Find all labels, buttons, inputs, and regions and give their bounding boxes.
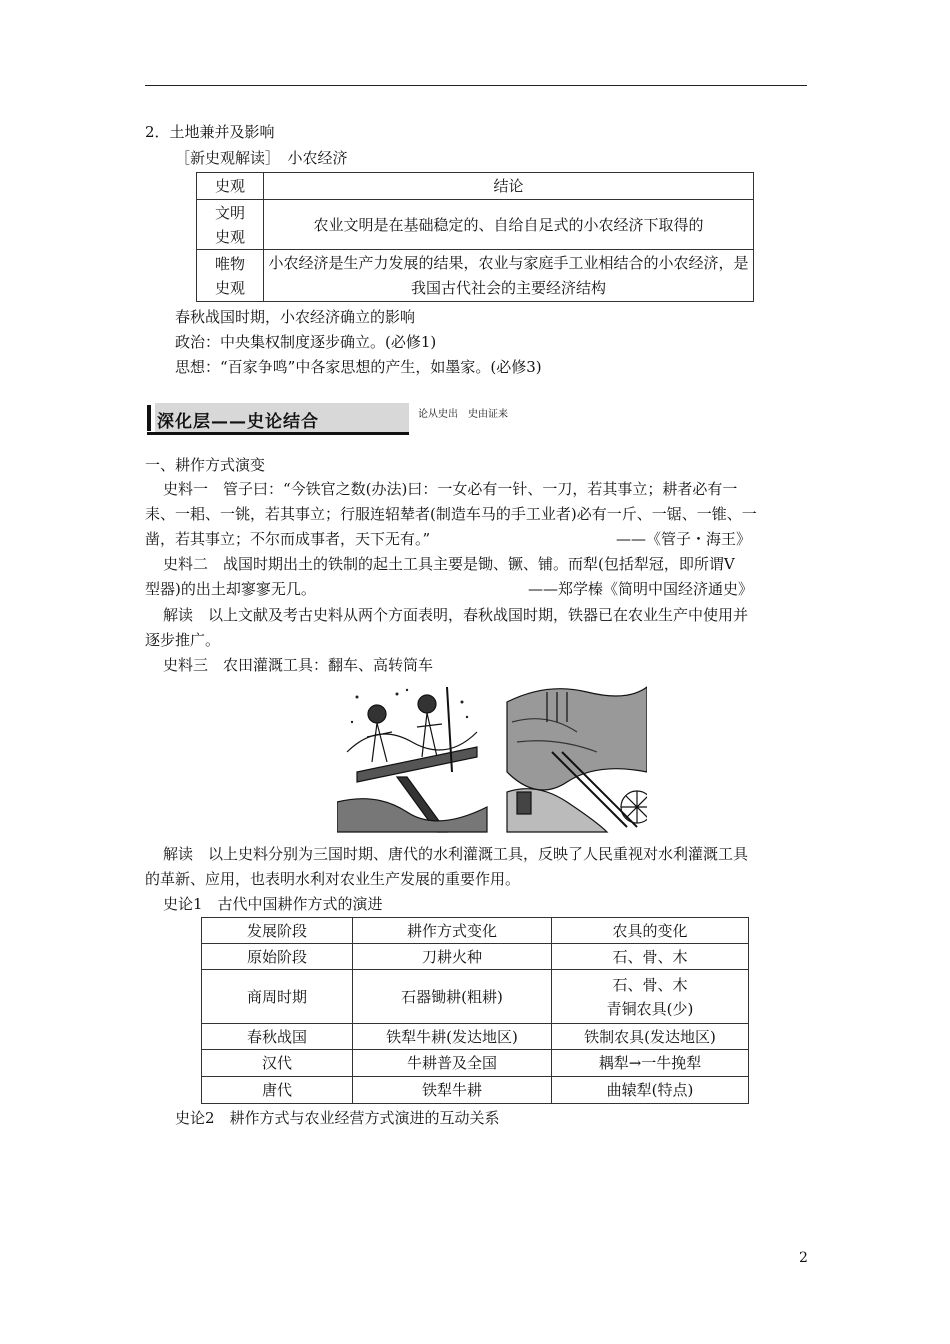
new-view-label: ［新史观解读］ 小农经济 — [175, 149, 348, 167]
table-header: 耕作方式变化 — [353, 918, 552, 944]
section-banner — [147, 401, 409, 433]
table-cell: 文明 史观 — [197, 200, 264, 250]
material-three: 史料三 农田灌溉工具：翻车、高转筒车 — [163, 656, 434, 674]
table-cell: 石器锄耕(粗耕) — [353, 970, 552, 1024]
impact-intro: 春秋战国时期，小农经济确立的影响 — [175, 308, 416, 326]
table-header: 结论 — [264, 173, 754, 200]
table-cell: 汉代 — [202, 1050, 353, 1077]
thesis-two: 史论2 耕作方式与农业经营方式演进的互动关系 — [175, 1109, 500, 1127]
table-cell: 小农经济是生产力发展的结果，农业与家庭手工业相结合的小农经济，是我国古代社会的主要经济结构 — [264, 250, 754, 302]
table-cell: 农业文明是在基础稳定的、自给自足式的小农经济下取得的 — [264, 200, 754, 250]
table-cell: 铁犁牛耕(发达地区) — [353, 1024, 552, 1050]
table-header: 史观 — [197, 173, 264, 200]
material-two-line: 型器)的出土却寥寥无几。 — [145, 580, 316, 598]
table-header: 农具的变化 — [552, 918, 749, 944]
page-number: 2 — [799, 1250, 808, 1266]
table-cell: 石、骨、木 — [552, 944, 749, 970]
material-one-source: ——《管子・海王》 — [616, 530, 752, 548]
table-cell: 原始阶段 — [202, 944, 353, 970]
table-cell: 春秋战国 — [202, 1024, 353, 1050]
section-title: 深化层——史论结合 — [157, 412, 319, 432]
section-note: 论从史出 史由证来 — [418, 409, 508, 420]
subheading-farming: 一、耕作方式演变 — [145, 456, 266, 474]
table-cell: 商周时期 — [202, 970, 353, 1024]
table-views — [196, 172, 754, 302]
material-two-line: 史料二 战国时期出土的铁制的起土工具主要是锄、镢、铺。而犁(包括犁冠，即所谓V — [163, 555, 735, 573]
reading-two-line: 的革新、应用，也表明水利对农业生产发展的重要作用。 — [145, 870, 521, 888]
heading-land-annexation: 2．土地兼并及影响 — [145, 123, 275, 141]
table-cell: 曲辕犁(特点) — [552, 1077, 749, 1104]
table-cell: 牛耕普及全国 — [353, 1050, 552, 1077]
reading-one-line: 解读 以上文献及考古史料从两个方面表明，春秋战国时期，铁器已在农业生产中使用并 — [163, 606, 749, 624]
table-cell: 石、骨、木 青铜农具(少) — [552, 970, 749, 1024]
table-header: 发展阶段 — [202, 918, 353, 944]
table-cell: 耦犁→一牛挽犁 — [552, 1050, 749, 1077]
irrigation-illustration — [337, 682, 647, 834]
material-one-line: 凿，若其事立；不尔而成事者，天下无有。” — [145, 530, 431, 548]
table-cell: 唯物 史观 — [197, 250, 264, 302]
reading-one-line: 逐步推广。 — [145, 631, 221, 649]
table-cell: 铁制农具(发达地区) — [552, 1024, 749, 1050]
politics-line: 政治：中央集权制度逐步确立。(必修1) — [175, 333, 437, 351]
thesis-one: 史论1 古代中国耕作方式的演进 — [163, 895, 383, 913]
header-rule — [145, 85, 807, 86]
table-cell: 唐代 — [202, 1077, 353, 1104]
reading-two-line: 解读 以上史料分别为三国时期、唐代的水利灌溉工具，反映了人民重视对水利灌溉工具 — [163, 845, 749, 863]
table-cell: 铁犁牛耕 — [353, 1077, 552, 1104]
table-cell: 刀耕火种 — [353, 944, 552, 970]
table-farming-evolution — [201, 917, 749, 1104]
material-two-source: ——郑学榛《简明中国经济通史》 — [528, 580, 754, 598]
thought-line: 思想：“百家争鸣”中各家思想的产生，如墨家。(必修3) — [175, 358, 542, 376]
material-one-line: 耒、一耜、一铫，若其事立；行服连轺辇者(制造车马的手工业者)必有一斤、一锯、一锥、一 — [145, 505, 757, 523]
material-one-line: 史料一 管子曰：“今铁官之数(办法)曰：一女必有一针、一刀，若其事立；耕者必有一 — [163, 480, 738, 498]
